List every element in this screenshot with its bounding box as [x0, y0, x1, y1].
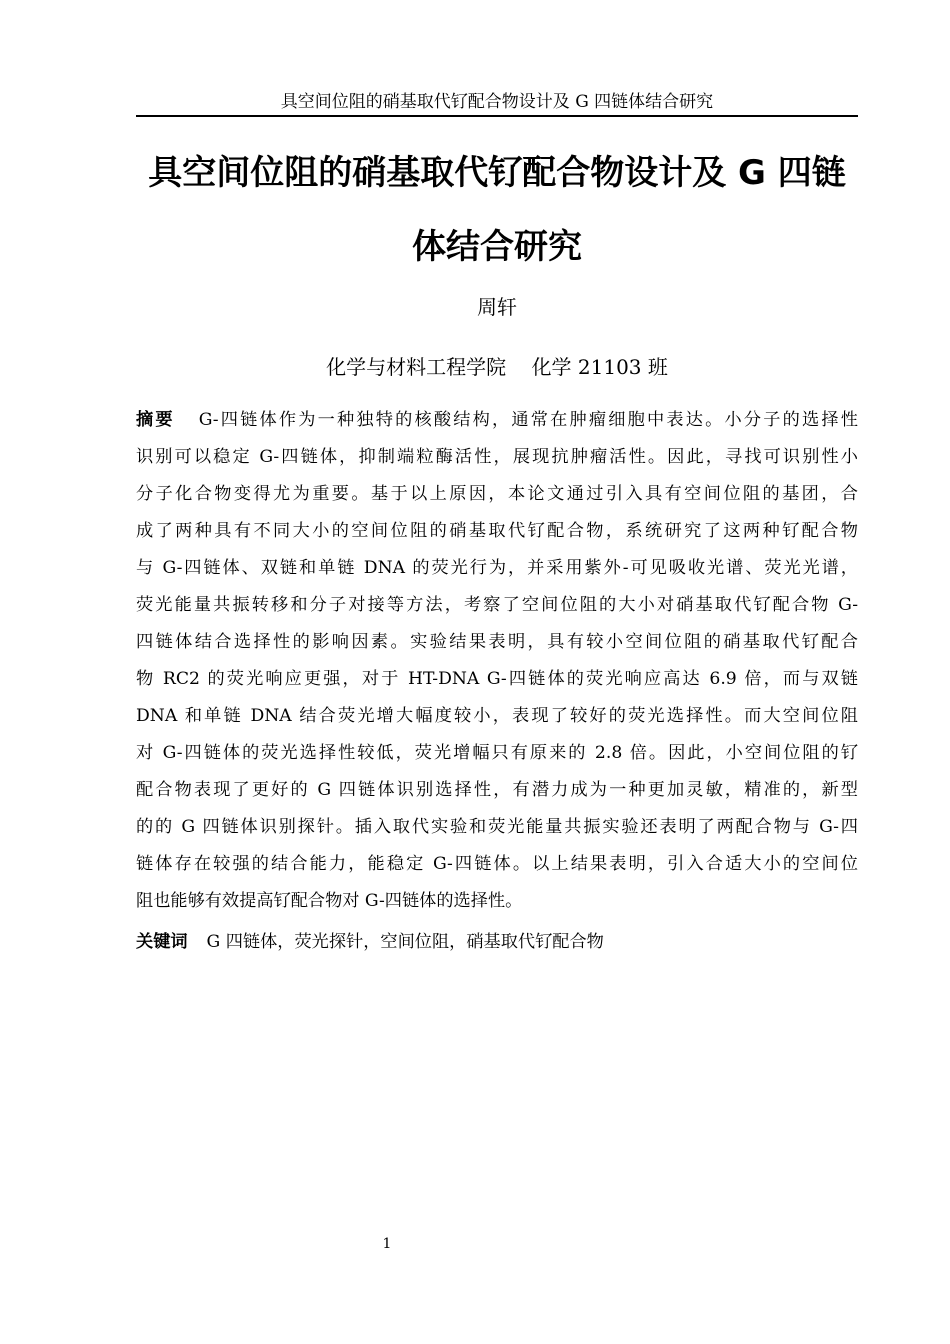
keywords-section	[136, 924, 858, 961]
paper-title-line-1: 具空间位阻的硝基取代钌配合物设计及 G 四链	[148, 153, 846, 193]
abstract-line: 四链体结合选择性的影响因素。实验结果表明，具有较小空间位阻的硝基取代钌配合	[136, 632, 858, 652]
abstract-line: DNA 和单链 DNA 结合荧光增大幅度较小，表现了较好的荧光选择性。而大空间位阻	[136, 706, 858, 726]
abstract-line: 识别可以稳定 G-四链体，抑制端粒酶活性，展现抗肿瘤活性。因此，寻找可识别性小	[136, 447, 858, 467]
abstract-line: 成了两种具有不同大小的空间位阻的硝基取代钌配合物，系统研究了这两种钌配合物	[136, 521, 858, 541]
running-header: 具空间位阻的硝基取代钌配合物设计及 G 四链体结合研究	[280, 92, 714, 112]
abstract-line: 分子化合物变得尤为重要。基于以上原因，本论文通过引入具有空间位阻的基团，合	[136, 484, 858, 504]
abstract-line: 阻也能够有效提高钌配合物对 G-四链体的选择性。	[136, 891, 523, 911]
abstract-label: 摘要	[136, 410, 175, 430]
abstract-section	[136, 402, 858, 920]
abstract-line: 配合物表现了更好的 G 四链体识别选择性，有潜力成为一种更加灵敏，精准的，新型	[136, 780, 858, 800]
author-name: 周轩	[477, 295, 517, 319]
abstract-text: G-四链体作为一种独特的核酸结构，通常在肿瘤细胞中表达。小分子的选择性	[198, 410, 858, 430]
header-divider	[136, 115, 858, 117]
abstract-line: 物 RC2 的荧光响应更强，对于 HT-DNA G-四链体的荧光响应高达 6.9 倍，而与双链	[136, 669, 858, 689]
keywords-label: 关键词	[136, 932, 188, 952]
abstract-line: 的的 G 四链体识别探针。插入取代实验和荧光能量共振实验还表明了两配合物与 G-四	[136, 817, 858, 837]
author-affiliation: 化学与材料工程学院 化学 21103 班	[326, 355, 668, 379]
abstract-line: 链体存在较强的结合能力，能稳定 G-四链体。以上结果表明，引入合适大小的空间位	[136, 854, 858, 874]
paper-title-line-2: 体结合研究	[412, 227, 582, 267]
abstract-line: 与 G-四链体、双链和单链 DNA 的荧光行为，并采用紫外-可见吸收光谱、荧光光谱，	[136, 558, 858, 578]
abstract-line	[136, 402, 858, 439]
paper-title	[136, 136, 858, 284]
abstract-line: 荧光能量共振转移和分子对接等方法，考察了空间位阻的大小对硝基取代钌配合物 G-	[136, 595, 858, 615]
keywords-text: G 四链体，荧光探针，空间位阻，硝基取代钌配合物	[206, 932, 604, 952]
page-number: 1	[382, 1236, 392, 1252]
abstract-line: 对 G-四链体的荧光选择性较低，荧光增幅只有原来的 2.8 倍。因此，小空间位阻的钌	[136, 743, 858, 763]
